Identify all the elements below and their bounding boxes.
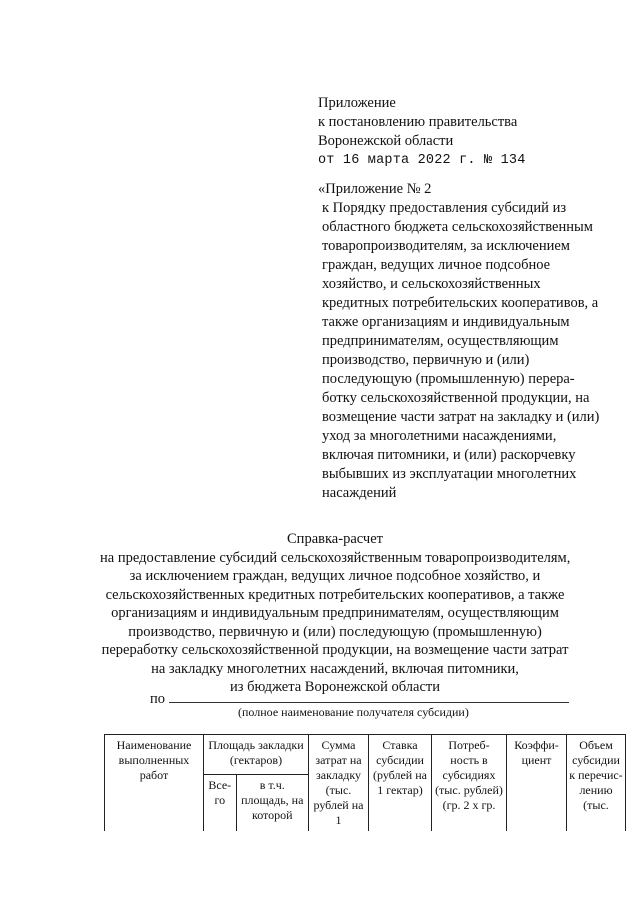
table-header-row bbox=[105, 735, 626, 775]
appendix-line: хозяйство, и сельскохозяйственных bbox=[322, 276, 541, 292]
certificate-subtitle-line: сельскохозяйственных кредитных потребительских кооперативов, а также bbox=[105, 586, 565, 603]
appendix-line: предпринимателям, осуществляющим bbox=[322, 333, 559, 349]
certificate-subtitle-line: переработку сельскохозяйственной продукции, на возмещение части затрат bbox=[101, 642, 569, 658]
certificate-subtitle-line: из бюджета Воронежской области bbox=[229, 679, 441, 695]
certificate-subtitle-line: за исключением граждан, ведущих личное подсобное хозяйство, и bbox=[129, 568, 541, 584]
header-line-date-number: от 16 марта 2022 г. № 134 bbox=[318, 153, 526, 168]
recipient-prefix: по bbox=[150, 691, 166, 707]
col-header-volume: Объем субсидии к перечис-лению (тыс. bbox=[567, 735, 626, 832]
col-header-area: Площадь закладки (гектаров) bbox=[204, 735, 309, 775]
recipient-caption: (полное наименование получателя субсидии) bbox=[238, 705, 469, 719]
col-header-costs: Сумма затрат на закладку (тыс. рублей на 1 bbox=[309, 735, 369, 832]
appendix-block bbox=[318, 180, 616, 503]
appendix-line: уход за многолетними насаждениями, bbox=[322, 428, 557, 444]
appendix-line: товаропроизводителям, за исключением bbox=[322, 238, 570, 254]
appendix-line: к Порядку предоставления субсидий из bbox=[322, 200, 567, 216]
header-line-appendix: Приложение bbox=[318, 95, 396, 111]
col-header-need: Потреб-ность в субсидиях (тыс. рублей) (гр. 2 х гр. bbox=[432, 735, 507, 832]
appendix-line: выбывших из эксплуатации многолетних bbox=[322, 466, 577, 482]
appendix-body bbox=[318, 199, 616, 503]
appendix-line: последующую (промышленную) перера- bbox=[322, 371, 575, 387]
col-header-coefficient: Коэффи-циент bbox=[507, 735, 567, 832]
certificate-title: Справка-расчет bbox=[287, 531, 383, 547]
col-header-works: Наименование выполненных работ bbox=[105, 735, 204, 832]
certificate-subtitle-line: на предоставление субсидий сельскохозяйственным товаропроизводителям, bbox=[100, 549, 571, 566]
appendix-line: кредитных потребительских кооперативов, а bbox=[322, 295, 599, 311]
header-line-region: Воронежской области bbox=[318, 133, 454, 149]
appendix-title: «Приложение № 2 bbox=[318, 181, 432, 197]
certificate-subtitle-line: на закладку многолетних насаждений, включая питомники, bbox=[151, 660, 519, 677]
col-subheader-including: в т.ч. площадь, на которой bbox=[236, 775, 308, 831]
certificate-subtitle-line: производство, первичную и (или) последующую (промышленную) bbox=[128, 623, 542, 640]
col-header-rate: Ставка субсидии (рублей на 1 гектар) bbox=[369, 735, 432, 832]
appendix-line: производство, первичную и (или) bbox=[322, 352, 530, 368]
approval-header bbox=[318, 94, 618, 170]
appendix-line: включая питомники, и (или) раскорчевку bbox=[322, 447, 576, 463]
appendix-line: ботку сельскохозяйственной продукции, на bbox=[322, 390, 590, 406]
appendix-line: граждан, ведущих личное подсобное bbox=[322, 257, 551, 273]
certificate-heading bbox=[100, 530, 570, 697]
appendix-line: областного бюджета сельскохозяйственным bbox=[322, 219, 593, 235]
certificate-subtitle-line: организациям и индивидуальным предпринимателям, осуществляющим bbox=[111, 605, 559, 621]
header-line-resolution: к постановлению правительства bbox=[318, 114, 518, 130]
appendix-line: также организациям и индивидуальным bbox=[322, 314, 570, 330]
appendix-line: насаждений bbox=[322, 485, 397, 501]
col-subheader-total: Все-го bbox=[204, 775, 237, 831]
calculation-table bbox=[104, 734, 626, 831]
appendix-line: возмещение части затрат на закладку и (или) bbox=[322, 409, 600, 425]
recipient-blank-line bbox=[169, 688, 569, 703]
